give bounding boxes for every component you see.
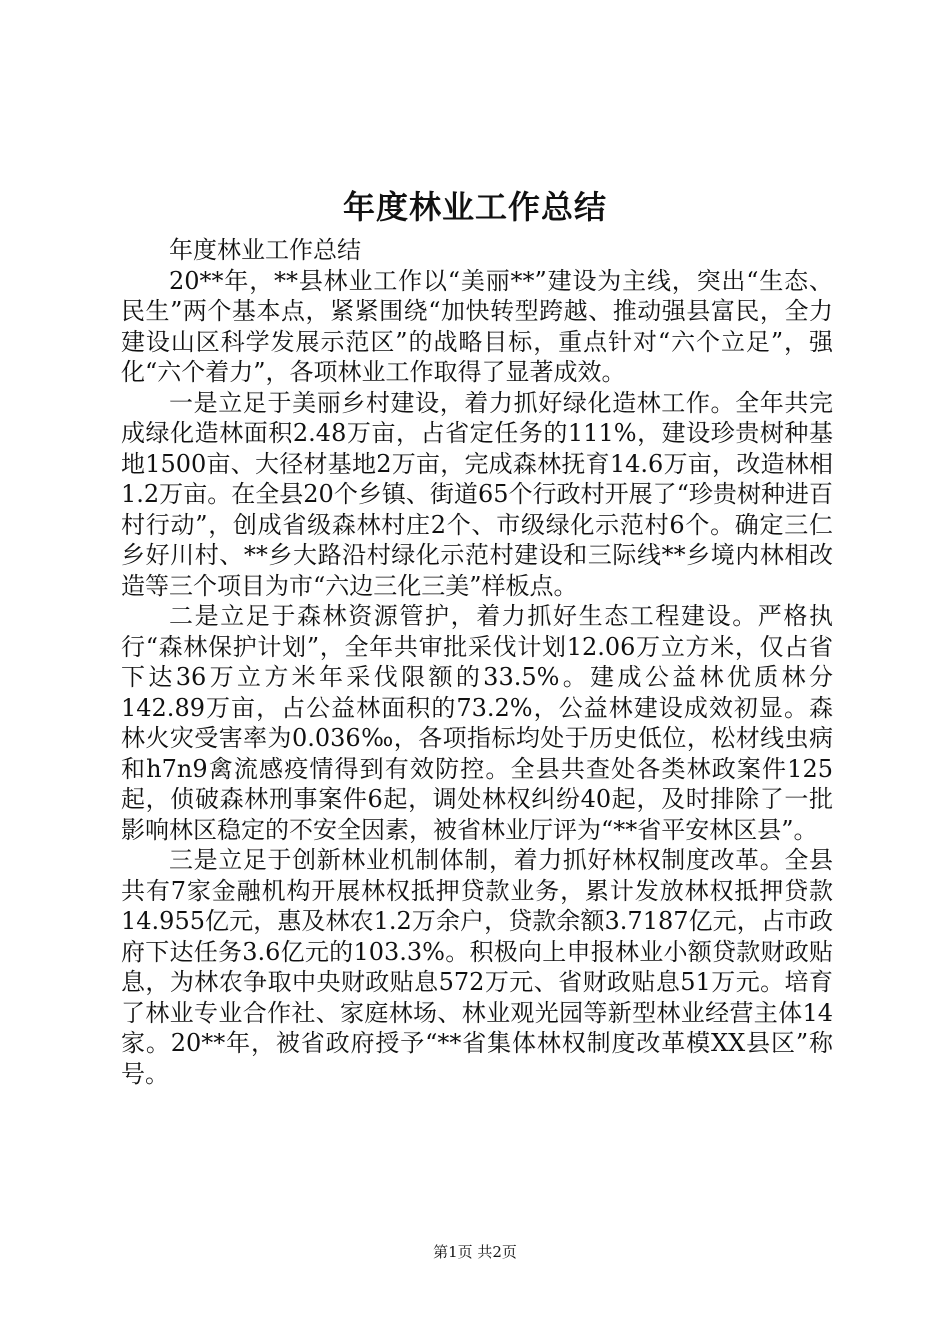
paragraph-forest-protection: 二是立足于森林资源管护，着力抓好生态工程建设。严格执行“森林保护计划”，全年共审批采伐计划12.06万立方米，仅占省下达36万立方米年采伐限额的33.5%。建成公益林优质林分142.89万亩，占公益林面积的73.2%，公益林建设成效初显。森林火灾受害率为0.036‰，各项指标均处于历史低位，松材线虫病和h7n9禽流感疫情得到有效防控。全县共查处各类林政案件125起，侦破森林刑事案件6起，调处林权纠纷40起，及时排除了一批影响林区稳定的不安全因素，被省林业厅评为“**省平安林区县”。 [121,602,833,844]
document-title: 年度林业工作总结 [342,188,607,226]
page-footer: 第1页 共2页 [433,1243,517,1261]
paragraph-heading: 年度林业工作总结 [169,236,361,264]
paragraph-tenure-reform: 三是立足于创新林业机制体制，着力抓好林权制度改革。全县共有7家金融机构开展林权抵押贷款业务，累计发放林权抵押贷款14.955亿元，惠及林农1.2万余户，贷款余额3.7187亿元，占市政府下达任务3.6亿元的103.3%。积极向上申报林业小额贷款财政贴息，为林农争取中央财政贴息572万元、省财政贴息51万元。培育了林业专业合作社、家庭林场、林业观光园等新型林业经营主体14家。20**年，被省政府授予“**省集体林权制度改革模XX县区”称号。 [121,846,833,1088]
paragraph-afforestation: 一是立足于美丽乡村建设，着力抓好绿化造林工作。全年共完成绿化造林面积2.48万亩，占省定任务的111%，建设珍贵树种基地1500亩、大径材基地2万亩，完成森林抚育14.6万亩，改造林相1.2万亩。在全县20个乡镇、街道65个行政村开展了“珍贵树种进百村行动”，创成省级森林村庄2个、市级绿化示范村6个。确定三仁乡好川村、**乡大路沿村绿化示范村建设和三际线**乡境内林相改造等三个项目为市“六边三化三美”样板点。 [121,388,833,600]
document-body [121,235,833,1089]
paragraph-intro: 20**年，**县林业工作以“美丽**”建设为主线，突出“生态、民生”两个基本点，紧紧围绕“加快转型跨越、推动强县富民，全力建设山区科学发展示范区”的战略目标，重点针对“六个立足”，强化“六个着力”，各项林业工作取得了显著成效。 [121,266,833,386]
